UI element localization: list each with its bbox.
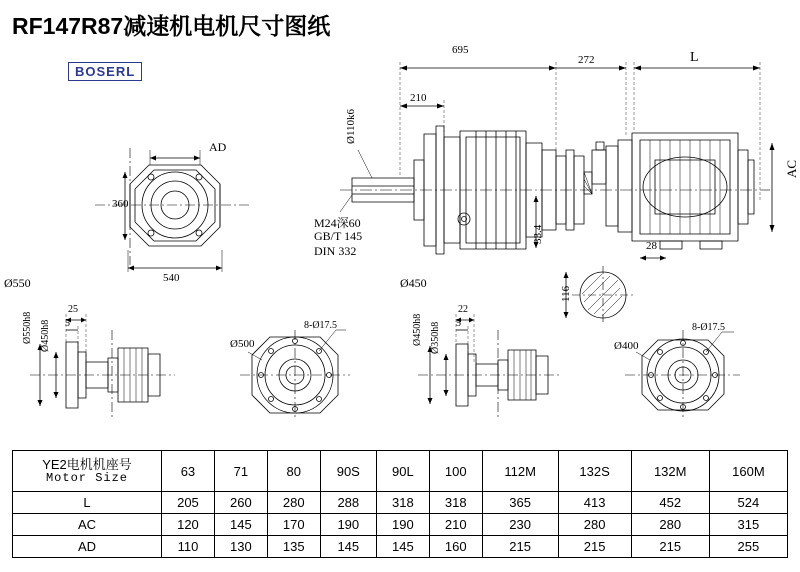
cell: 205 (162, 492, 215, 514)
cell: 132S (558, 451, 631, 492)
cell: 100 (429, 451, 482, 492)
cell: 145 (214, 514, 267, 536)
dim-28: 28 (646, 240, 657, 252)
cell: 365 (482, 492, 558, 514)
cell: 452 (631, 492, 709, 514)
dim-540: 540 (163, 272, 180, 284)
dim-dia-400: Ø400 (614, 340, 639, 352)
cell: 130 (214, 536, 267, 558)
dim-5-b: 5 (456, 318, 461, 329)
dim-22: 22 (458, 304, 468, 315)
dim-AD: AD (209, 140, 227, 154)
dim-L: L (690, 50, 699, 65)
cell: 315 (709, 514, 787, 536)
cell: 90L (376, 451, 429, 492)
cell: 80 (267, 451, 320, 492)
cell: 230 (482, 514, 558, 536)
cell: 280 (267, 492, 320, 514)
dim-695: 695 (452, 44, 469, 56)
cell: 280 (558, 514, 631, 536)
dim-dia-500: Ø500 (230, 338, 255, 350)
cell: 280 (631, 514, 709, 536)
dim-210: 210 (410, 92, 427, 104)
cell: 112M (482, 451, 558, 492)
cell: 145 (320, 536, 376, 558)
cell: 90S (320, 451, 376, 492)
cell: 145 (376, 536, 429, 558)
thread-note-line3: DIN 332 (314, 244, 357, 258)
dim-dia-110k6: Ø110k6 (345, 108, 357, 144)
table-row (13, 451, 788, 492)
dim-116: 116 (560, 285, 572, 302)
dim-dia-450: Ø450 (400, 276, 427, 290)
row-header-cn: YE2电机机座号 (42, 456, 132, 472)
view-flange-face-2 (625, 330, 740, 420)
brand-logo: BOSERL (68, 62, 142, 81)
dim-dia-450-h8: Ø450h8 (40, 319, 51, 352)
cell: 63 (162, 451, 215, 492)
cell: 215 (482, 536, 558, 558)
dim-holes-left: 8-Ø17.5 (304, 320, 338, 331)
cell: 71 (214, 451, 267, 492)
cell: 215 (631, 536, 709, 558)
dim-dia-450-h8-b: Ø450h8 (412, 313, 423, 346)
cell: 120 (162, 514, 215, 536)
dim-dia-350-h8: Ø350h8 (430, 321, 441, 354)
cell: 318 (429, 492, 482, 514)
motor-size-table (12, 450, 788, 558)
dim-25: 25 (68, 304, 78, 315)
cell: 160 (429, 536, 482, 558)
cell: 255 (709, 536, 787, 558)
view-flange-face-1 (240, 330, 350, 420)
cell: 210 (429, 514, 482, 536)
table-row (13, 514, 788, 536)
cell: 190 (320, 514, 376, 536)
dim-dia-550: Ø550 (4, 276, 31, 290)
row-header-AD: AD (13, 536, 162, 558)
dim-5-a: 5 (65, 318, 70, 329)
cell: 524 (709, 492, 787, 514)
cell: 318 (376, 492, 429, 514)
cell: 110 (162, 536, 215, 558)
cell: 215 (558, 536, 631, 558)
dim-360: 360 (112, 198, 129, 210)
cell: 413 (558, 492, 631, 514)
cell: 260 (214, 492, 267, 514)
dim-dia-550-h8: Ø550h8 (22, 311, 33, 344)
thread-note-line2: GB/T 145 (314, 229, 363, 243)
dim-AC: AC (784, 159, 799, 178)
row-header-en: Motor Size (45, 470, 128, 485)
dim-33-4: 33.4 (532, 224, 544, 244)
dim-holes-right: 8-Ø17.5 (692, 322, 726, 333)
row-header-AC: AC (13, 514, 162, 536)
dim-272: 272 (578, 54, 595, 66)
cell: 288 (320, 492, 376, 514)
row-header-L: L (13, 492, 162, 514)
cell: 190 (376, 514, 429, 536)
cell: 170 (267, 514, 320, 536)
view-gearbox-front (95, 148, 250, 272)
row-header-motor-size (13, 451, 162, 492)
thread-note-line1: M24深60 (314, 216, 361, 230)
table-row (13, 536, 788, 558)
page-title: RF147R87减速机电机尺寸图纸 (12, 13, 331, 39)
table-row (13, 492, 788, 514)
cell: 135 (267, 536, 320, 558)
cell: 132M (631, 451, 709, 492)
cell: 160M (709, 451, 787, 492)
view-flange-section-1 (30, 314, 175, 420)
